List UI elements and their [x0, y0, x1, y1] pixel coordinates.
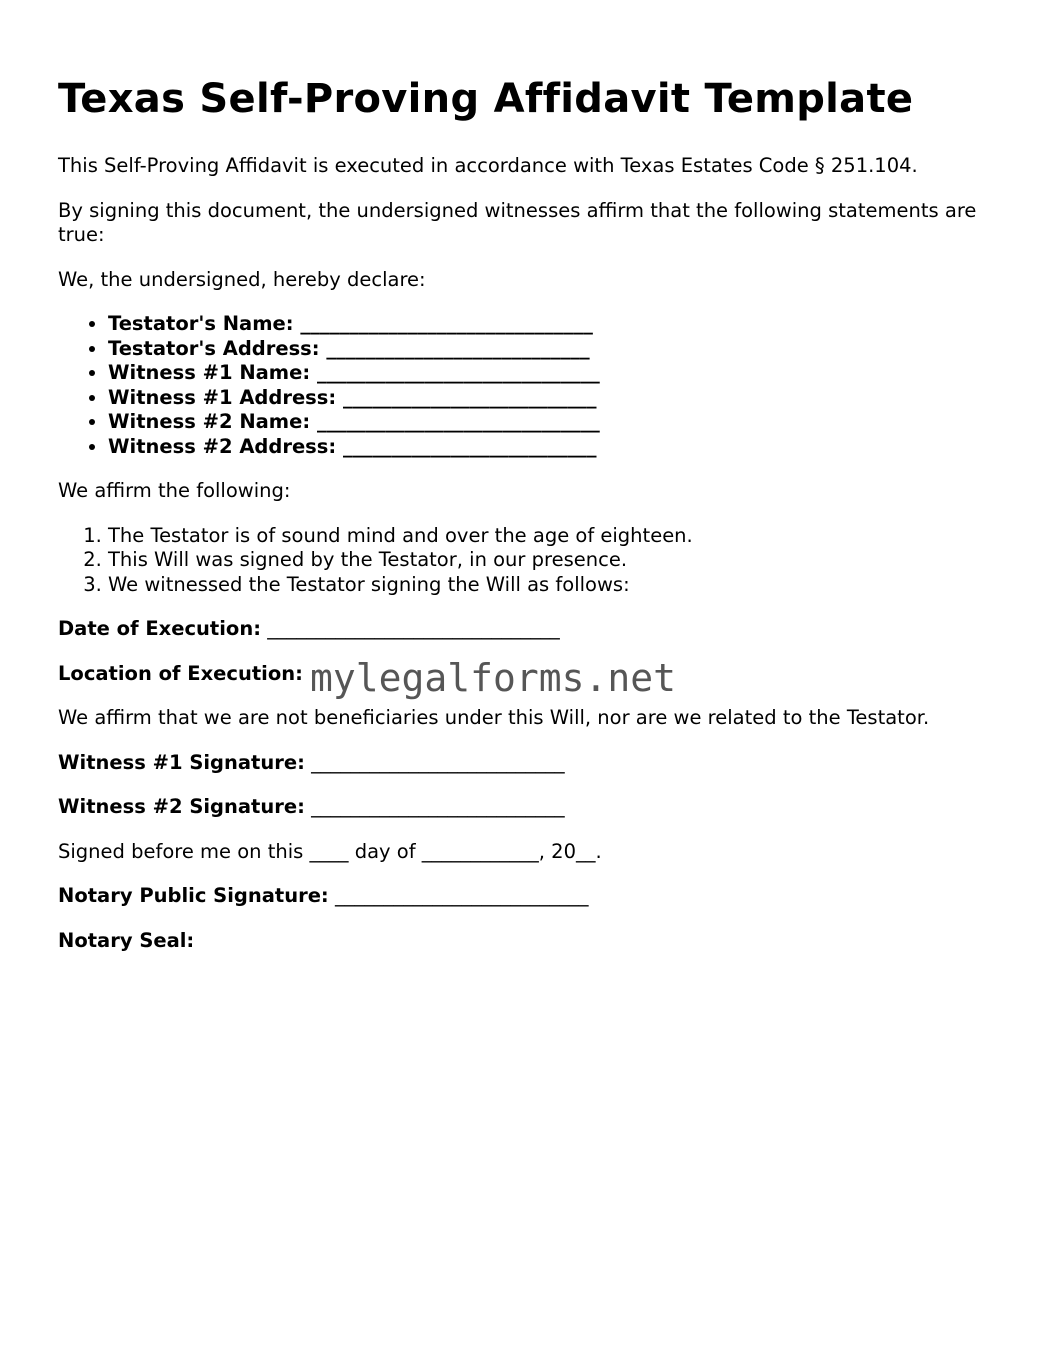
field-label: Testator's Address:	[108, 336, 320, 360]
declare-paragraph: We, the undersigned, hereby declare:	[58, 267, 426, 291]
statement-intro: By signing this document, the undersigned witnesses affirm that the following statements are true:	[58, 198, 977, 246]
date-of-execution	[58, 617, 998, 642]
field-blank: ___________________________	[326, 336, 590, 360]
affirm-intro: We affirm the following:	[58, 479, 291, 502]
party-fields-list	[58, 312, 998, 459]
list-item	[108, 410, 998, 435]
witness2-signature-blank: __________________________	[311, 795, 565, 818]
document-page	[58, 72, 998, 973]
list-item: 3. We witnessed the Testator signing the Will as follows:	[108, 573, 998, 598]
witness1-signature	[58, 751, 998, 776]
page-title: Texas Self-Proving Affidavit Template	[58, 76, 914, 122]
list-item: 1. The Testator is of sound mind and over the age of eighteen.	[108, 524, 998, 549]
list-item	[108, 435, 998, 460]
field-blank: __________________________	[342, 434, 597, 458]
list-item	[108, 386, 998, 411]
notary-signature-blank: __________________________	[334, 884, 589, 907]
witness1-signature-label: Witness #1 Signature:	[58, 750, 305, 774]
date-of-execution-label: Date of Execution:	[58, 617, 261, 640]
field-label: Witness #2 Address:	[108, 434, 337, 458]
witness2-signature	[58, 795, 998, 820]
list-item	[108, 312, 998, 337]
list-item	[108, 361, 998, 386]
witness1-signature-blank: __________________________	[311, 750, 565, 774]
field-label: Witness #2 Name:	[108, 410, 311, 433]
watermark: mylegalforms.net	[310, 656, 677, 700]
location-of-execution-label: Location of Execution:	[58, 661, 303, 685]
notary-signature	[58, 884, 998, 909]
notary-signature-label: Notary Public Signature:	[58, 884, 329, 907]
intro-paragraph: This Self-Proving Affidavit is executed in accordance with Texas Estates Code § 251.104.	[58, 154, 918, 177]
field-blank: _____________________________	[316, 410, 600, 433]
witness2-signature-label: Witness #2 Signature:	[58, 795, 305, 818]
date-of-execution-blank: ______________________________	[267, 617, 560, 640]
list-item	[108, 337, 998, 362]
field-blank: __________________________	[342, 385, 597, 409]
field-label: Witness #1 Address:	[108, 385, 337, 409]
field-blank: _____________________________	[316, 361, 600, 384]
list-item: 2. This Will was signed by the Testator, in our presence.	[108, 548, 998, 573]
field-label: Testator's Name:	[108, 312, 294, 335]
field-blank: ______________________________	[300, 312, 593, 335]
notary-seal-label: Notary Seal:	[58, 928, 195, 952]
beneficiary-statement: We affirm that we are not beneficiaries under this Will, nor are we related to the Testator.	[58, 706, 930, 729]
field-label: Witness #1 Name:	[108, 361, 311, 384]
affirmations-list	[58, 524, 998, 598]
notary-seal	[58, 929, 998, 954]
signed-before-line: Signed before me on this ____ day of ____________, 20__.	[58, 839, 602, 863]
